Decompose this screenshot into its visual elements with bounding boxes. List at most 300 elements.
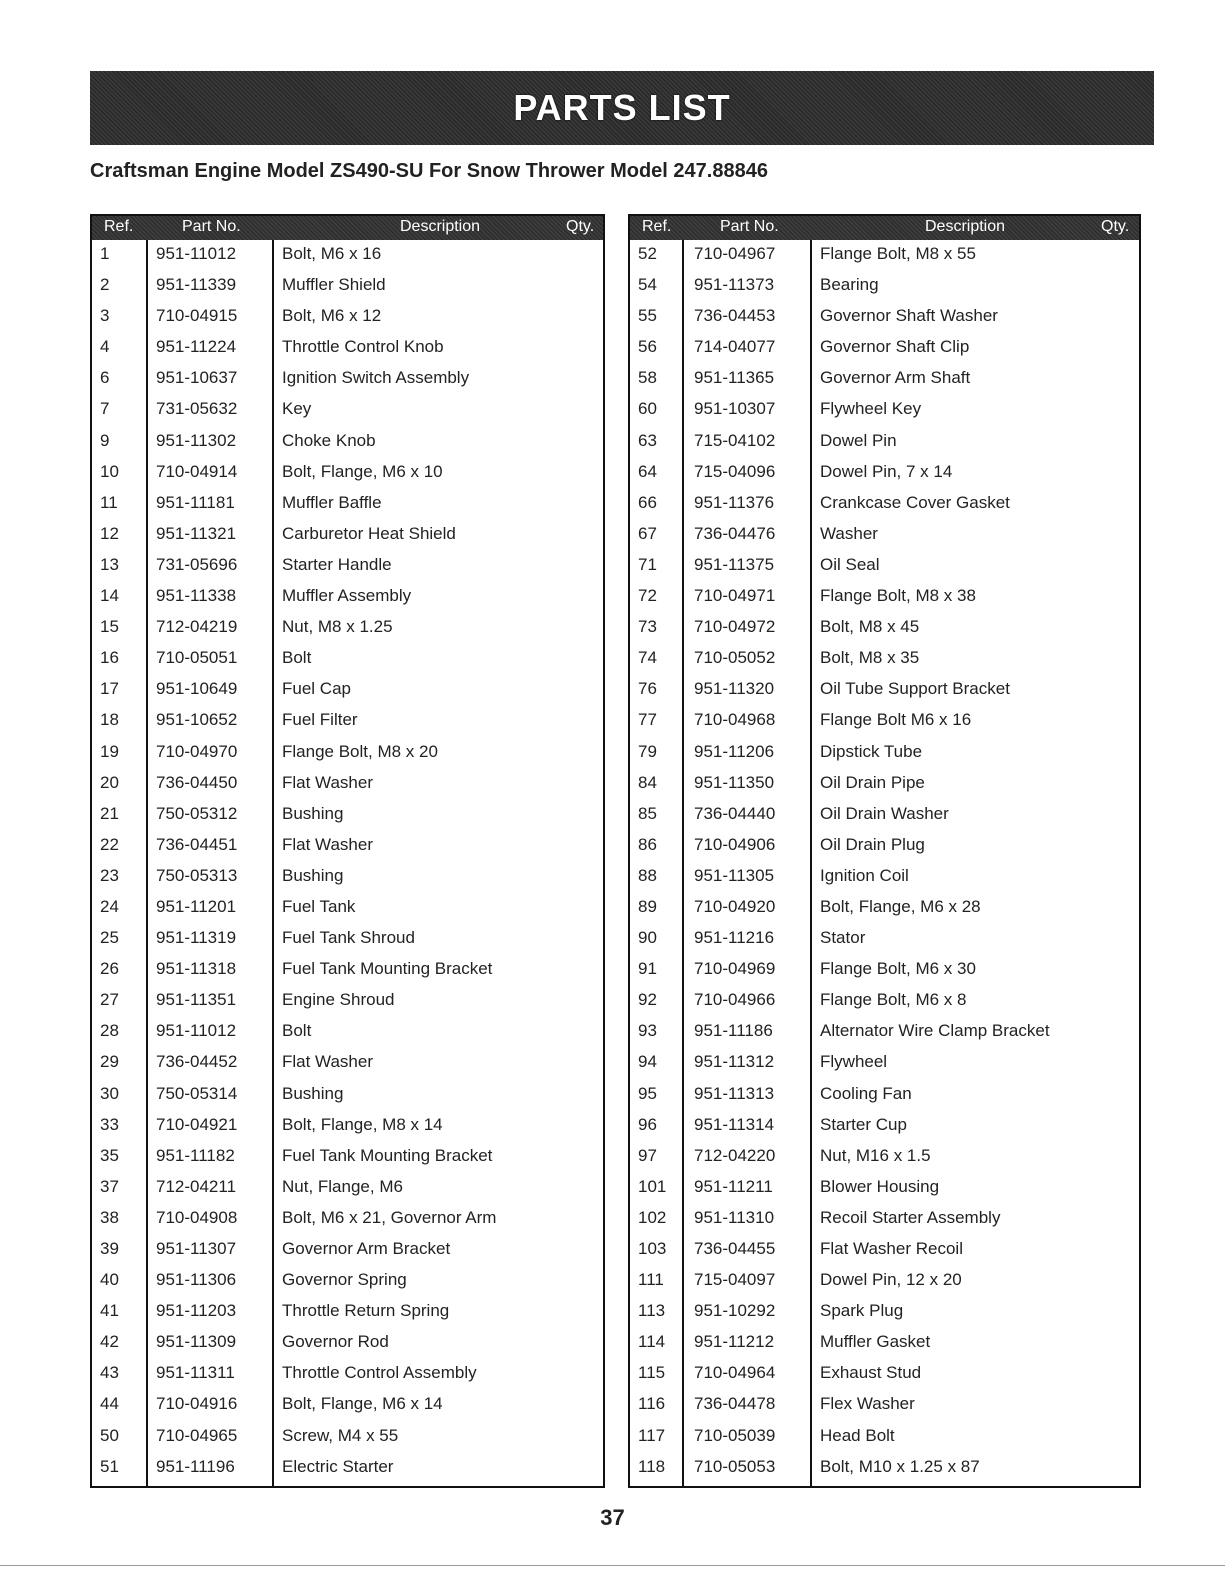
part-number-cell: 712-04220 (694, 1145, 776, 1165)
part-number-cell: 951-11320 (694, 679, 775, 699)
ref-cell: 76 (638, 679, 657, 699)
table-row (630, 893, 1139, 924)
part-number-cell: 736-04450 (156, 772, 238, 792)
table-row (92, 924, 603, 955)
table-row (630, 1204, 1139, 1235)
part-number-cell: 710-04968 (694, 710, 776, 730)
description-cell: Dowel Pin, 12 x 20 (820, 1270, 962, 1290)
table-row (630, 800, 1139, 831)
table-row (92, 1297, 603, 1328)
part-number-cell: 710-04967 (694, 244, 776, 263)
part-number-cell: 710-04914 (156, 461, 238, 481)
table-row (92, 271, 603, 302)
ref-cell: 89 (638, 896, 657, 916)
description-cell: Oil Drain Plug (820, 834, 925, 854)
table-row (630, 1297, 1139, 1328)
description-cell: Flat Washer (282, 772, 374, 792)
description-cell: Bolt, M6 x 16 (282, 244, 382, 263)
part-number-cell: 951-11206 (694, 741, 775, 761)
table-row (630, 1048, 1139, 1079)
table-row (92, 458, 603, 489)
header-ref: Ref. (642, 218, 672, 235)
part-number-cell: 951-11310 (694, 1207, 775, 1227)
ref-cell: 88 (638, 865, 657, 885)
table-row (92, 395, 603, 426)
ref-cell: 58 (638, 368, 657, 388)
description-cell: Flat Washer Recoil (820, 1239, 963, 1258)
ref-cell: 66 (638, 492, 657, 512)
ref-cell: 64 (638, 461, 657, 481)
part-number-cell: 951-11376 (694, 492, 775, 512)
description-cell: Flange Bolt, M8 x 55 (820, 244, 976, 263)
table-row (92, 675, 603, 706)
part-number-cell: 951-11313 (694, 1083, 775, 1103)
description-cell: Bolt, Flange, M6 x 14 (282, 1394, 443, 1414)
description-cell: Bolt, M6 x 21, Governor Arm (282, 1207, 497, 1227)
part-number-cell: 750-05313 (156, 865, 238, 885)
ref-cell: 17 (100, 679, 119, 699)
ref-cell: 114 (638, 1332, 666, 1352)
ref-cell: 10 (100, 461, 119, 481)
table-row (92, 1359, 603, 1390)
part-number-cell: 951-10292 (694, 1301, 776, 1321)
table-row (630, 1173, 1139, 1204)
part-number-cell: 951-11375 (694, 554, 775, 574)
table-row (630, 1453, 1139, 1484)
part-number-cell: 710-04964 (694, 1363, 776, 1383)
table-row (630, 582, 1139, 613)
table-row (92, 1328, 603, 1359)
part-number-cell: 715-04102 (694, 430, 776, 450)
table-row (630, 395, 1139, 426)
description-cell: Bearing (820, 275, 879, 295)
ref-cell: 1 (100, 244, 110, 263)
table-row (630, 986, 1139, 1017)
ref-cell: 91 (638, 959, 657, 979)
part-number-cell: 750-05312 (156, 803, 238, 823)
table-header (630, 216, 1139, 240)
description-cell: Throttle Control Assembly (282, 1363, 477, 1383)
description-cell: Fuel Tank Mounting Bracket (282, 1145, 493, 1165)
part-number-cell: 731-05696 (156, 554, 238, 574)
description-cell: Washer (820, 523, 878, 543)
ref-cell: 39 (100, 1239, 119, 1258)
description-cell: Flange Bolt, M8 x 38 (820, 586, 976, 606)
description-cell: Bolt, Flange, M8 x 14 (282, 1114, 443, 1134)
ref-cell: 40 (100, 1270, 119, 1290)
description-cell: Flywheel Key (820, 399, 922, 419)
table-row (92, 427, 603, 458)
ref-cell: 74 (638, 648, 657, 668)
ref-cell: 72 (638, 586, 657, 606)
part-number-cell: 951-11338 (156, 586, 237, 606)
ref-cell: 33 (100, 1114, 119, 1134)
part-number-cell: 736-04453 (694, 306, 776, 326)
ref-cell: 60 (638, 399, 657, 419)
ref-cell: 29 (100, 1052, 119, 1072)
description-cell: Flex Washer (820, 1394, 915, 1414)
table-row (92, 582, 603, 613)
description-cell: Choke Knob (282, 430, 376, 450)
table-row (92, 1266, 603, 1297)
ref-cell: 21 (100, 803, 119, 823)
description-cell: Cooling Fan (820, 1083, 912, 1103)
part-number-cell: 951-11350 (694, 772, 775, 792)
ref-cell: 86 (638, 834, 657, 854)
table-row (630, 333, 1139, 364)
table-rows (630, 240, 1139, 1484)
header-part-no: Part No. (182, 218, 241, 235)
description-cell: Fuel Tank (282, 896, 356, 916)
ref-cell: 118 (638, 1456, 666, 1476)
table-row (92, 769, 603, 800)
part-number-cell: 951-11201 (156, 896, 237, 916)
part-number-cell: 951-11314 (694, 1114, 775, 1134)
ref-cell: 42 (100, 1332, 119, 1352)
table-row (92, 1048, 603, 1079)
table-row (92, 1204, 603, 1235)
table-row (92, 706, 603, 737)
table-row (630, 613, 1139, 644)
ref-cell: 101 (638, 1176, 667, 1196)
table-row (92, 955, 603, 986)
ref-cell: 96 (638, 1114, 657, 1134)
table-row (630, 1359, 1139, 1390)
ref-cell: 25 (100, 928, 119, 948)
ref-cell: 35 (100, 1145, 119, 1165)
header-ref: Ref. (104, 218, 134, 235)
table-row (630, 489, 1139, 520)
ref-cell: 9 (100, 430, 110, 450)
part-number-cell: 715-04096 (694, 461, 776, 481)
part-number-cell: 951-11351 (156, 990, 237, 1010)
ref-cell: 103 (638, 1239, 667, 1258)
ref-cell: 16 (100, 648, 119, 668)
part-number-cell: 710-04906 (694, 834, 776, 854)
part-number-cell: 951-11302 (156, 430, 237, 450)
table-row (92, 1390, 603, 1421)
description-cell: Oil Tube Support Bracket (820, 679, 1010, 699)
part-number-cell: 710-04908 (156, 1207, 238, 1227)
table-row (92, 738, 603, 769)
part-number-cell: 710-04920 (694, 896, 776, 916)
ref-cell: 71 (638, 554, 657, 574)
part-number-cell: 951-11182 (156, 1145, 235, 1165)
part-number-cell: 951-11203 (156, 1301, 237, 1321)
part-number-cell: 710-05053 (694, 1456, 776, 1476)
description-cell: Oil Drain Pipe (820, 772, 925, 792)
table-row (630, 302, 1139, 333)
part-number-cell: 710-05051 (156, 648, 238, 668)
parts-table-right (628, 214, 1141, 1488)
description-cell: Bolt, M8 x 35 (820, 648, 920, 668)
description-cell: Flange Bolt, M6 x 8 (820, 990, 967, 1010)
ref-cell: 102 (638, 1207, 667, 1227)
table-row (630, 1080, 1139, 1111)
ref-cell: 23 (100, 865, 119, 885)
ref-cell: 18 (100, 710, 119, 730)
ref-cell: 28 (100, 1021, 119, 1041)
ref-cell: 13 (100, 554, 119, 574)
part-number-cell: 736-04452 (156, 1052, 238, 1072)
table-row (92, 1142, 603, 1173)
part-number-cell: 710-04971 (694, 586, 776, 606)
page-title: PARTS LIST (513, 87, 731, 128)
part-number-cell: 710-04965 (156, 1425, 238, 1445)
part-number-cell: 951-11311 (156, 1363, 235, 1383)
part-number-cell: 710-04970 (156, 741, 238, 761)
ref-cell: 115 (638, 1363, 666, 1383)
table-row (92, 644, 603, 675)
table-row (92, 1235, 603, 1266)
description-cell: Starter Cup (820, 1114, 907, 1134)
ref-cell: 95 (638, 1083, 657, 1103)
part-number-cell: 712-04219 (156, 617, 238, 637)
title-banner (90, 71, 1154, 145)
table-row (630, 1422, 1139, 1453)
description-cell: Governor Rod (282, 1332, 389, 1352)
ref-cell: 37 (100, 1176, 119, 1196)
ref-cell: 41 (100, 1301, 119, 1321)
part-number-cell: 951-11339 (156, 275, 237, 295)
part-number-cell: 951-10652 (156, 710, 238, 730)
table-row (630, 271, 1139, 302)
description-cell: Alternator Wire Clamp Bracket (820, 1021, 1050, 1041)
ref-cell: 55 (638, 306, 657, 326)
ref-cell: 56 (638, 337, 657, 357)
table-row (630, 644, 1139, 675)
ref-cell: 113 (638, 1301, 666, 1321)
description-cell: Crankcase Cover Gasket (820, 492, 1010, 512)
description-cell: Bolt, M8 x 45 (820, 617, 920, 637)
part-number-cell: 714-04077 (694, 337, 776, 357)
part-number-cell: 736-04451 (156, 834, 238, 854)
part-number-cell: 710-04966 (694, 990, 776, 1010)
part-number-cell: 710-04969 (694, 959, 776, 979)
description-cell: Bushing (282, 1083, 344, 1103)
part-number-cell: 951-10637 (156, 368, 238, 388)
ref-cell: 85 (638, 803, 657, 823)
ref-cell: 54 (638, 275, 657, 295)
table-row (630, 1390, 1139, 1421)
description-cell: Governor Shaft Clip (820, 337, 970, 357)
ref-cell: 111 (638, 1270, 664, 1290)
table-row (630, 551, 1139, 582)
ref-cell: 3 (100, 306, 110, 326)
page-subtitle: Craftsman Engine Model ZS490-SU For Snow Thrower Model 247.88846 (90, 160, 768, 182)
description-cell: Flat Washer (282, 834, 374, 854)
description-cell: Flange Bolt, M8 x 20 (282, 741, 438, 761)
ref-cell: 67 (638, 523, 657, 543)
part-number-cell: 951-11224 (156, 337, 237, 357)
part-number-cell: 731-05632 (156, 399, 238, 419)
ref-cell: 90 (638, 928, 657, 948)
description-cell: Electric Starter (282, 1456, 394, 1476)
description-cell: Ignition Switch Assembly (282, 368, 470, 388)
description-cell: Bolt (282, 648, 312, 668)
description-cell: Dowel Pin, 7 x 14 (820, 461, 953, 481)
bottom-rule (0, 1565, 1225, 1566)
description-cell: Ignition Coil (820, 865, 909, 885)
ref-cell: 73 (638, 617, 657, 637)
ref-cell: 51 (100, 1456, 119, 1476)
table-row (630, 1235, 1139, 1266)
part-number-cell: 736-04440 (694, 803, 776, 823)
table-row (92, 1080, 603, 1111)
table-row (630, 427, 1139, 458)
description-cell: Fuel Filter (282, 710, 358, 730)
ref-cell: 26 (100, 959, 119, 979)
table-row (630, 1266, 1139, 1297)
description-cell: Governor Shaft Washer (820, 306, 998, 326)
part-number-cell: 710-05052 (694, 648, 776, 668)
description-cell: Recoil Starter Assembly (820, 1207, 1001, 1227)
part-number-cell: 951-11181 (156, 492, 235, 512)
part-number-cell: 710-04915 (156, 306, 238, 326)
ref-cell: 6 (100, 368, 110, 388)
part-number-cell: 951-11309 (156, 1332, 237, 1352)
part-number-cell: 951-11305 (694, 865, 775, 885)
description-cell: Governor Arm Bracket (282, 1239, 451, 1258)
table-row (630, 675, 1139, 706)
table-row (630, 240, 1139, 271)
part-number-cell: 951-11321 (156, 523, 237, 543)
description-cell: Bushing (282, 865, 344, 885)
page-number: 37 (600, 1505, 625, 1530)
part-number-cell: 736-04478 (694, 1394, 776, 1414)
table-row (630, 364, 1139, 395)
header-description: Description (400, 218, 481, 235)
table-row (630, 458, 1139, 489)
table-row (92, 489, 603, 520)
part-number-cell: 951-11012 (156, 244, 237, 263)
ref-cell: 30 (100, 1083, 119, 1103)
description-cell: Head Bolt (820, 1425, 895, 1445)
description-cell: Bushing (282, 803, 344, 823)
part-number-cell: 951-11318 (156, 959, 237, 979)
table-row (630, 706, 1139, 737)
description-cell: Governor Spring (282, 1270, 407, 1290)
table-rows (92, 240, 603, 1484)
table-row (630, 862, 1139, 893)
part-number-cell: 951-10649 (156, 679, 238, 699)
description-cell: Screw, M4 x 55 (282, 1425, 399, 1445)
part-number-cell: 951-10307 (694, 399, 776, 419)
table-row (92, 302, 603, 333)
description-cell: Muffler Assembly (282, 586, 412, 606)
part-number-cell: 951-11373 (694, 275, 775, 295)
ref-cell: 63 (638, 430, 657, 450)
description-cell: Nut, Flange, M6 (282, 1176, 403, 1196)
ref-cell: 117 (638, 1425, 666, 1445)
table-row (92, 240, 603, 271)
part-number-cell: 710-04921 (156, 1114, 238, 1134)
part-number-cell: 951-11319 (156, 928, 237, 948)
description-cell: Fuel Tank Mounting Bracket (282, 959, 493, 979)
part-number-cell: 951-11196 (156, 1456, 235, 1476)
part-number-cell: 736-04455 (694, 1239, 776, 1258)
part-number-cell: 710-04916 (156, 1394, 238, 1414)
table-row (630, 1328, 1139, 1359)
description-cell: Governor Arm Shaft (820, 368, 971, 388)
part-number-cell: 951-11365 (694, 368, 775, 388)
description-cell: Flange Bolt M6 x 16 (820, 710, 972, 730)
header-qty: Qty. (1101, 218, 1130, 235)
part-number-cell: 951-11306 (156, 1270, 237, 1290)
description-cell: Nut, M8 x 1.25 (282, 617, 393, 637)
ref-cell: 2 (100, 275, 110, 295)
description-cell: Fuel Cap (282, 679, 351, 699)
ref-cell: 97 (638, 1145, 657, 1165)
description-cell: Bolt, Flange, M6 x 28 (820, 896, 981, 916)
ref-cell: 79 (638, 741, 657, 761)
part-number-cell: 712-04211 (156, 1176, 237, 1196)
part-number-cell: 710-05039 (694, 1425, 776, 1445)
ref-cell: 77 (638, 710, 657, 730)
ref-cell: 50 (100, 1425, 119, 1445)
ref-cell: 92 (638, 990, 657, 1010)
description-cell: Engine Shroud (282, 990, 395, 1010)
table-row (92, 1111, 603, 1142)
description-cell: Key (282, 399, 312, 419)
table-row (92, 364, 603, 395)
part-number-cell: 951-11211 (694, 1176, 773, 1196)
ref-cell: 44 (100, 1394, 119, 1414)
ref-cell: 116 (638, 1394, 666, 1414)
table-row (92, 520, 603, 551)
table-row (630, 924, 1139, 955)
description-cell: Bolt, M10 x 1.25 x 87 (820, 1456, 980, 1476)
ref-cell: 93 (638, 1021, 657, 1041)
table-row (92, 333, 603, 364)
description-cell: Dowel Pin (820, 430, 897, 450)
ref-cell: 4 (100, 337, 110, 357)
description-cell: Muffler Shield (282, 275, 386, 295)
description-cell: Carburetor Heat Shield (282, 523, 456, 543)
part-number-cell: 951-11212 (694, 1332, 775, 1352)
table-row (630, 955, 1139, 986)
description-cell: Fuel Tank Shroud (282, 928, 415, 948)
ref-cell: 84 (638, 772, 657, 792)
description-cell: Blower Housing (820, 1176, 940, 1196)
part-number-cell: 951-11012 (156, 1021, 237, 1041)
description-cell: Nut, M16 x 1.5 (820, 1145, 931, 1165)
ref-cell: 15 (100, 617, 119, 637)
table-header (92, 216, 603, 240)
description-cell: Oil Drain Washer (820, 803, 949, 823)
table-row (92, 831, 603, 862)
table-row (630, 769, 1139, 800)
description-cell: Stator (820, 928, 866, 948)
description-cell: Flat Washer (282, 1052, 374, 1072)
ref-cell: 38 (100, 1207, 119, 1227)
table-row (92, 1173, 603, 1204)
description-cell: Throttle Return Spring (282, 1301, 450, 1321)
table-row (630, 738, 1139, 769)
part-number-cell: 951-11312 (694, 1052, 775, 1072)
ref-cell: 20 (100, 772, 119, 792)
description-cell: Flywheel (820, 1052, 888, 1072)
ref-cell: 7 (100, 399, 110, 419)
table-row (92, 551, 603, 582)
description-cell: Starter Handle (282, 554, 392, 574)
ref-cell: 14 (100, 586, 119, 606)
ref-cell: 11 (100, 492, 118, 512)
part-number-cell: 750-05314 (156, 1083, 238, 1103)
table-row (92, 986, 603, 1017)
header-part-no: Part No. (720, 218, 779, 235)
description-cell: Bolt, M6 x 12 (282, 306, 382, 326)
